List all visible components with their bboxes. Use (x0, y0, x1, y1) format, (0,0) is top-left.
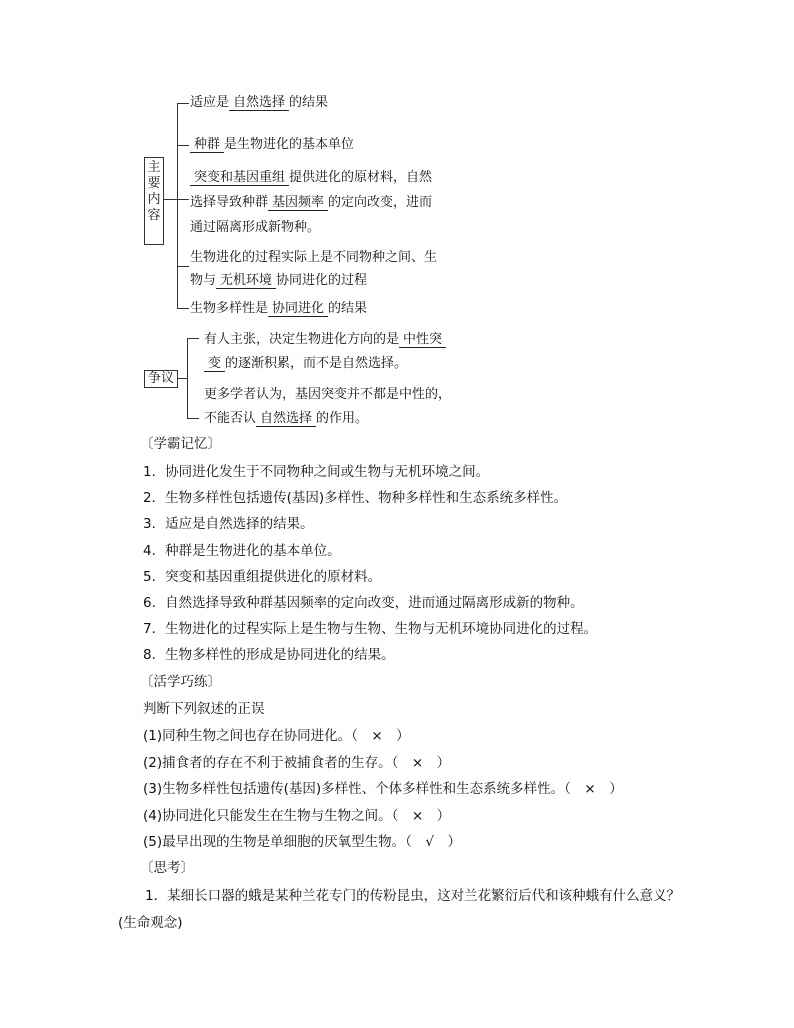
main-content-label: 主 要 内 容 (144, 157, 164, 245)
diagram-item-mutation: 突变和基因重组 提供进化的原材料，自然 选择导致种群 基因频率 的定向改变，进而 通过隔离形成新物种。 (190, 170, 433, 235)
dispute-neutral: 有人主张，决定生物进化方向的是 中性突 变 的逐渐积累，而不是自然选择。 (204, 331, 446, 373)
list-item: (4)协同进化只能发生在生物与生物之间。（ × ） (143, 807, 451, 824)
memory-list (143, 462, 597, 672)
dispute-selection: 更多学者认为，基因突变并不都是中性的， 不能否认 自然选择 的作用。 (204, 387, 452, 426)
list-item: (5)最早出现的生物是单细胞的厌氧型生物。（ √ ） (143, 834, 461, 850)
list-item: (1)同种生物之间也存在协同进化。（ × ） (143, 728, 410, 744)
diagram-item-adaptation: 适应是 自然选择 的结果 (190, 95, 329, 110)
list-item: 6．自然选择导致种群基因频率的定向改变，进而通过隔离形成新的物种。 (143, 594, 584, 611)
thinking-heading: 〔思考〕 (140, 860, 194, 876)
dispute-label: 争议 (144, 370, 178, 388)
list-item: 2．生物多样性包括遗传(基因)多样性、物种多样性和生态系统多样性。 (143, 490, 568, 507)
practice-list (143, 726, 623, 859)
diagram-item-population: 种群 是生物进化的基本单位 (190, 136, 354, 154)
practice-intro: 判断下列叙述的正误 (143, 701, 265, 717)
practice-heading: 〔活学巧练〕 (140, 674, 221, 690)
list-item: 8．生物多样性的形成是协同进化的结果。 (143, 647, 395, 664)
thinking-question-tag: (生命观念) (118, 915, 183, 931)
diagram-item-coevolution-process: 生物进化的过程实际上是不同物种之间、生 物与 无机环境 协同进化的过程 (190, 250, 438, 288)
list-item: (2)捕食者的存在不利于被捕食者的生存。（ × ） (143, 754, 451, 771)
diagram-item-biodiversity: 生物多样性是 协同进化 的结果 (190, 301, 368, 316)
memory-heading: 〔学霸记忆〕 (140, 436, 221, 452)
list-item: 5．突变和基因重组提供进化的原材料。 (143, 568, 382, 585)
list-item: 4．种群是生物进化的基本单位。 (143, 542, 341, 559)
list-item: 7．生物进化的过程实际上是生物与生物、生物与无机环境协同进化的过程。 (143, 621, 598, 638)
list-item: 1．协同进化发生于不同物种之间或生物与无机环境之间。 (143, 464, 490, 480)
list-item: 3．适应是自然选择的结果。 (143, 516, 314, 533)
thinking-question: 1．某细长口器的蛾是某种兰花专门的传粉昆虫，这对兰花繁衍后代和该种蛾有什么意义？ (145, 888, 681, 904)
list-item: (3)生物多样性包括遗传(基因)多样性、个体多样性和生态系统多样性。（ × ） (143, 781, 623, 797)
